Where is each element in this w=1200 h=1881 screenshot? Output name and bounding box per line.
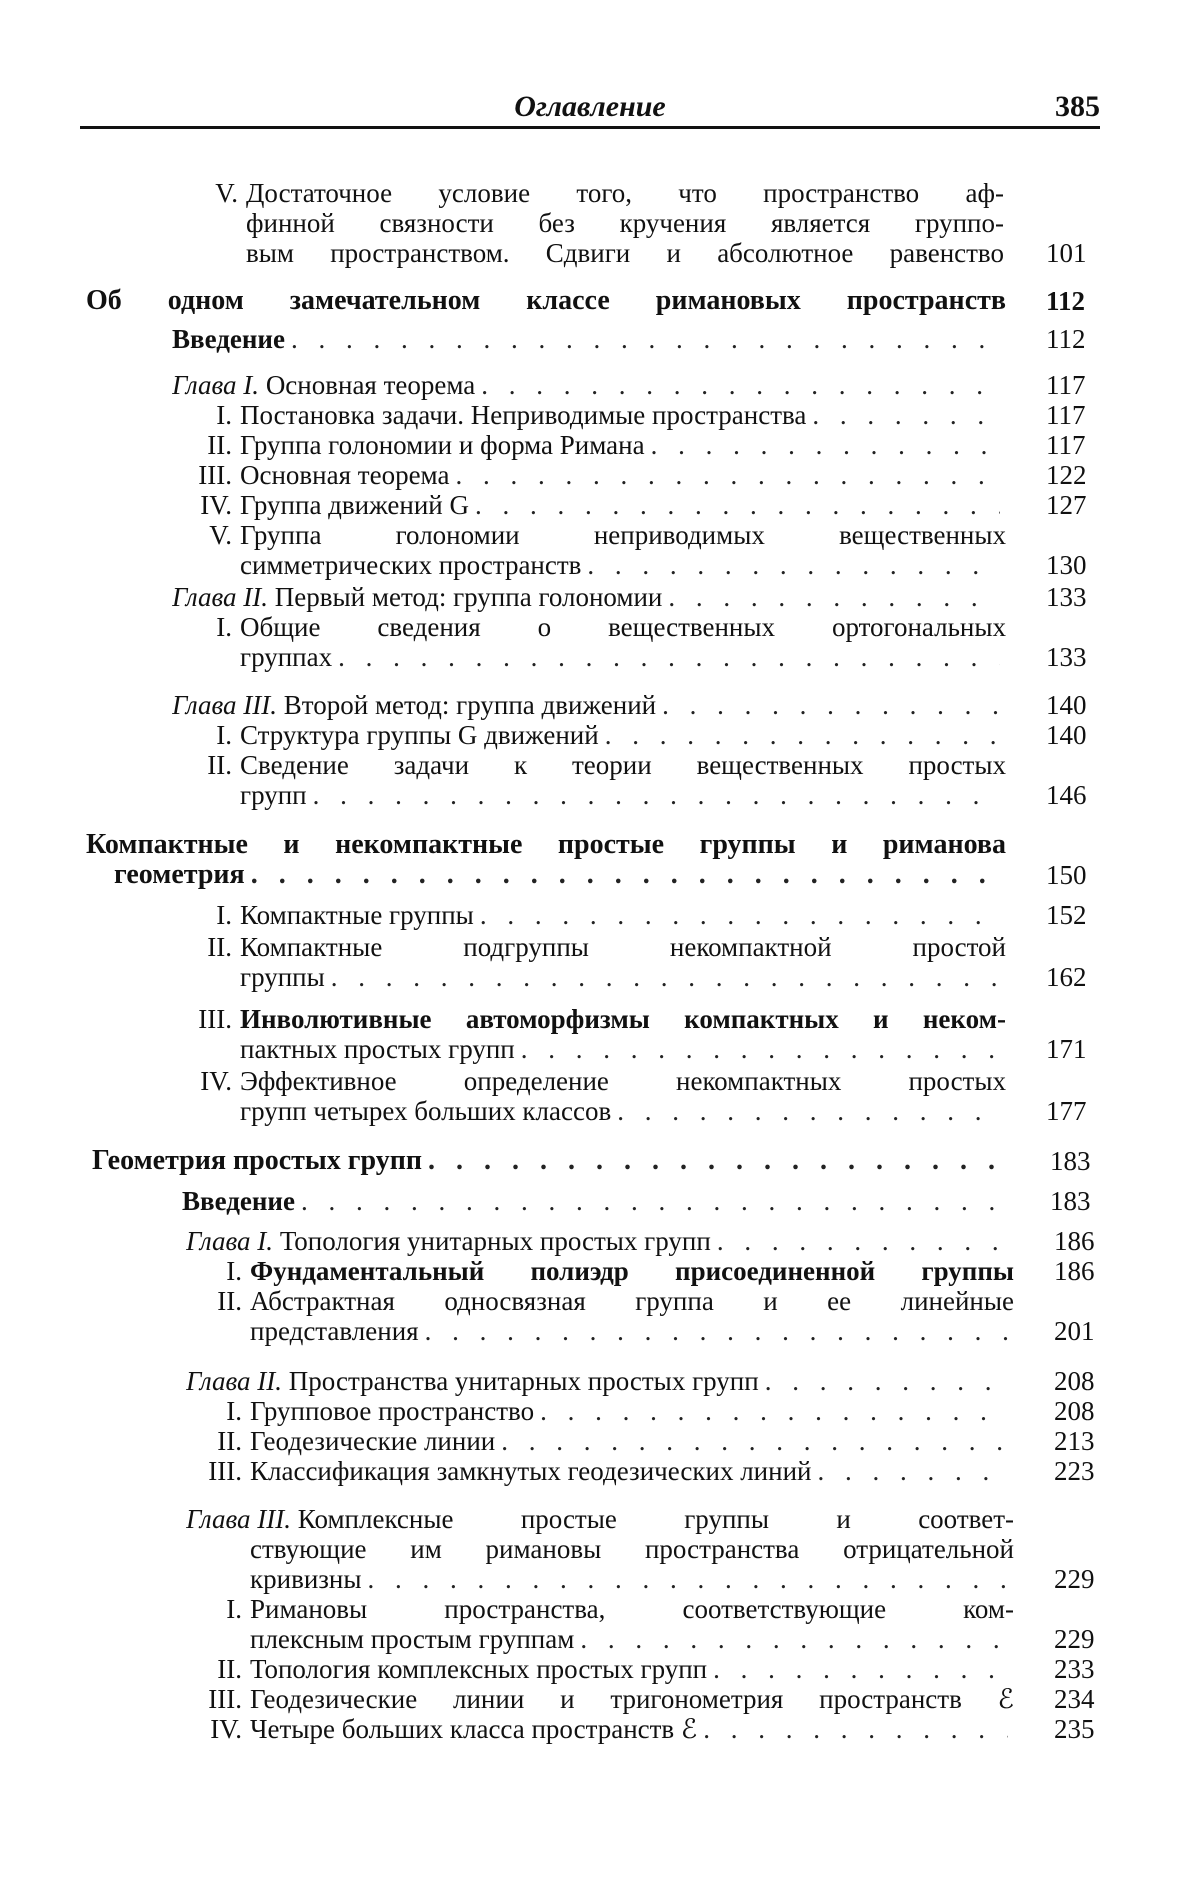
toc-entry-continuation	[240, 642, 1006, 672]
part-title: геометрия	[114, 860, 245, 890]
entry-number: I.	[226, 1256, 242, 1286]
entry-number: I.	[216, 720, 232, 750]
entry-page: 233	[1054, 1654, 1095, 1684]
toc-entry-continuation	[240, 1034, 1006, 1064]
entry-title: Комплексные простые группы и соответ-	[297, 1504, 1014, 1534]
dot-leader	[580, 1624, 1008, 1654]
toc-chapter	[172, 690, 1006, 720]
chapter-label: Глава II.	[186, 1366, 283, 1396]
toc-entry	[196, 1426, 1014, 1456]
entry-title: Достаточное условие того, что пространство аф-	[246, 178, 1004, 208]
entry-page: 213	[1054, 1426, 1095, 1456]
toc-part	[86, 286, 1006, 316]
entry-page: 146	[1046, 780, 1087, 810]
entry-page: 201	[1054, 1316, 1095, 1346]
entry-page: 234	[1054, 1684, 1095, 1714]
chapter-label: Глава II.	[172, 582, 269, 612]
entry-title: Второй метод: группа движений	[283, 690, 657, 720]
entry-page: 186	[1054, 1226, 1095, 1256]
entry-page: 183	[1050, 1146, 1091, 1176]
entry-page: 229	[1054, 1564, 1095, 1594]
toc-entry-continuation	[240, 1096, 1006, 1126]
entry-title: Постановка задачи. Неприводимые пространства	[240, 400, 807, 430]
toc-entry	[186, 490, 1006, 520]
entry-title: Групповое пространство	[250, 1396, 535, 1426]
entry-title: Основная теорема	[240, 460, 450, 490]
toc-entry	[186, 900, 1006, 930]
entry-title: Группа голономии и форма Римана	[240, 430, 645, 460]
entry-title: Введение	[182, 1186, 295, 1216]
toc-entry-continuation	[250, 1316, 1014, 1346]
toc-entry-continuation	[250, 1534, 1014, 1564]
entry-title: Геодезические линии и тригонометрия пространств ℰ	[250, 1684, 1014, 1714]
entry-title: Четыре больших класса пространств ℰ	[250, 1714, 698, 1744]
dot-leader	[251, 860, 1000, 890]
entry-title: Римановы пространства, соответствующие ком-	[250, 1594, 1014, 1624]
toc-part	[86, 830, 1006, 860]
toc-entry-continuation	[250, 1624, 1014, 1654]
toc-entry-continuation	[240, 550, 1006, 580]
toc-entry	[196, 1594, 1014, 1624]
toc-entry	[196, 1654, 1014, 1684]
entry-number: I.	[216, 612, 232, 642]
entry-page: 171	[1046, 1034, 1087, 1064]
toc-entry	[196, 1456, 1014, 1486]
entry-title: вым пространством. Сдвиги и абсолютное равенство	[246, 238, 1004, 268]
dot-leader	[455, 460, 1000, 490]
toc-entry	[186, 400, 1006, 430]
toc-entry	[186, 520, 1006, 550]
entry-page: 130	[1046, 550, 1087, 580]
toc-entry	[186, 430, 1006, 460]
dot-leader	[475, 490, 1000, 520]
toc-entry	[186, 720, 1006, 750]
dot-leader	[301, 1186, 1000, 1216]
entry-title: плексным простым группам	[250, 1624, 575, 1654]
entry-number: IV.	[210, 1714, 242, 1744]
entry-page: 152	[1046, 900, 1087, 930]
toc-entry	[196, 1286, 1014, 1316]
toc-entry	[182, 1186, 1006, 1216]
toc-entry-continuation	[250, 1564, 1014, 1594]
toc-entry	[186, 1066, 1006, 1096]
entry-number: I.	[216, 400, 232, 430]
toc-part-continuation	[114, 860, 1006, 890]
dot-leader	[812, 400, 1000, 430]
dot-leader	[481, 370, 1000, 400]
entry-page: 183	[1050, 1186, 1091, 1216]
entry-number: III.	[198, 460, 232, 490]
dot-leader	[587, 550, 1000, 580]
entry-title: групп	[240, 780, 307, 810]
entry-title: Компактные группы	[240, 900, 474, 930]
chapter-label: Глава I.	[186, 1226, 274, 1256]
entry-page: 208	[1054, 1396, 1095, 1426]
entry-title: представления	[250, 1316, 419, 1346]
entry-title: ствующие им римановы пространства отрицательной	[250, 1534, 1014, 1564]
dot-leader	[817, 1456, 1008, 1486]
entry-page: 133	[1046, 582, 1087, 612]
entry-page: 208	[1054, 1366, 1095, 1396]
dot-leader	[291, 324, 1000, 354]
entry-title: Фундаментальный полиэдр присоединенной группы	[250, 1256, 1014, 1286]
entry-title: группах	[240, 642, 333, 672]
entry-page: 186	[1054, 1256, 1095, 1286]
dot-leader	[662, 690, 1000, 720]
dot-leader	[480, 900, 1000, 930]
entry-title: Инволютивные автоморфизмы компактных и неком-	[240, 1004, 1006, 1034]
toc-entry	[186, 750, 1006, 780]
dot-leader	[668, 582, 1000, 612]
toc-entry	[192, 178, 1004, 208]
entry-page: 177	[1046, 1096, 1087, 1126]
entry-page: 122	[1046, 460, 1087, 490]
entry-title: Структура группы G движений	[240, 720, 599, 750]
chapter-label: Глава III.	[186, 1504, 292, 1534]
entry-page: 140	[1046, 690, 1087, 720]
toc-entry-continuation	[240, 962, 1006, 992]
entry-title: Абстрактная односвязная группа и ее линейные	[250, 1286, 1014, 1316]
entry-title: Топология комплексных простых групп	[250, 1654, 708, 1684]
entry-title: группы	[240, 962, 325, 992]
toc-entry-continuation	[240, 780, 1006, 810]
dot-leader	[617, 1096, 1000, 1126]
dot-leader	[540, 1396, 1008, 1426]
dot-leader	[765, 1366, 1008, 1396]
dot-leader	[501, 1426, 1008, 1456]
entry-number: II.	[207, 932, 232, 962]
dot-leader	[313, 780, 1000, 810]
entry-number: III.	[208, 1456, 242, 1486]
part-title: Об одном замечательном классе римановых пространств	[86, 286, 1006, 316]
toc-chapter	[186, 1226, 1006, 1256]
part-title: Геометрия простых групп	[92, 1146, 422, 1176]
dot-leader	[521, 1034, 1000, 1064]
entry-title: Общие сведения о вещественных ортогональных	[240, 612, 1006, 642]
entry-number: II.	[217, 1286, 242, 1316]
entry-title: симметрических пространств	[240, 550, 582, 580]
entry-number: IV.	[200, 1066, 232, 1096]
toc-entry	[196, 1714, 1014, 1744]
entry-title: Первый метод: группа голономии	[274, 582, 663, 612]
dot-leader	[428, 1146, 1000, 1176]
toc-entry	[186, 1004, 1006, 1034]
dot-leader	[605, 720, 1000, 750]
toc-entry	[172, 324, 1006, 354]
dot-leader	[338, 642, 1000, 672]
entry-title: финной связности без кручения является группо-	[246, 208, 1004, 238]
entry-number: I.	[226, 1594, 242, 1624]
entry-number: III.	[208, 1684, 242, 1714]
toc-chapter	[186, 1504, 1014, 1534]
chapter-label: Глава I.	[172, 370, 260, 400]
toc-entry	[196, 1396, 1014, 1426]
dot-leader	[703, 1714, 1008, 1744]
entry-page: 133	[1046, 642, 1087, 672]
entry-page: 127	[1046, 490, 1087, 520]
entry-page: 112	[1046, 324, 1086, 354]
entry-title: групп четырех больших классов	[240, 1096, 612, 1126]
entry-page: 117	[1046, 430, 1086, 460]
entry-page: 223	[1054, 1456, 1095, 1486]
toc-entry	[186, 460, 1006, 490]
entry-title: Пространства унитарных простых групп	[288, 1366, 759, 1396]
toc-chapter	[172, 370, 1006, 400]
entry-title: Компактные подгруппы некомпактной простой	[240, 932, 1006, 962]
page-number: 385	[1055, 90, 1100, 123]
entry-title: Основная теорема	[265, 370, 476, 400]
running-title: Оглавление	[514, 90, 666, 123]
entry-title: Классификация замкнутых геодезических линий	[250, 1456, 812, 1486]
entry-number: II.	[217, 1426, 242, 1456]
entry-title: Введение	[172, 324, 285, 354]
entry-number: V.	[209, 520, 232, 550]
dot-leader	[368, 1564, 1008, 1594]
entry-page: 235	[1054, 1714, 1095, 1744]
toc-entry-continuation	[246, 208, 1004, 238]
toc-entry	[196, 1256, 1014, 1286]
dot-leader	[331, 962, 1000, 992]
toc-entry	[196, 1684, 1014, 1714]
entry-page: 117	[1046, 400, 1086, 430]
entry-page: 117	[1046, 370, 1086, 400]
chapter-label: Глава III.	[172, 690, 278, 720]
toc-chapter	[186, 1366, 1014, 1396]
dot-leader	[651, 430, 1000, 460]
entry-number: II.	[207, 430, 232, 460]
entry-title: Эффективное определение некомпактных простых	[240, 1066, 1006, 1096]
toc-entry-continuation	[246, 238, 1004, 268]
entry-number: III.	[198, 1004, 232, 1034]
dot-leader	[713, 1654, 1008, 1684]
entry-page: 150	[1046, 860, 1087, 890]
entry-number: I.	[216, 900, 232, 930]
toc-entry	[186, 612, 1006, 642]
entry-page: 140	[1046, 720, 1087, 750]
entry-title: Топология унитарных простых групп	[279, 1226, 711, 1256]
entry-page: 229	[1054, 1624, 1095, 1654]
toc-entry	[186, 932, 1006, 962]
entry-number: II.	[207, 750, 232, 780]
entry-title: Геодезические линии	[250, 1426, 496, 1456]
entry-title: пактных простых групп	[240, 1034, 515, 1064]
entry-number: V.	[215, 178, 238, 208]
toc-part	[92, 1146, 1006, 1176]
entry-page: 101	[1046, 238, 1087, 268]
entry-title: Группа голономии неприводимых вещественных	[240, 520, 1006, 550]
entry-title: кривизны	[250, 1564, 362, 1594]
toc-chapter	[172, 582, 1006, 612]
entry-title: Группа движений G	[240, 490, 469, 520]
part-title: Компактные и некомпактные простые группы и риманова	[86, 830, 1006, 860]
dot-leader	[717, 1226, 1000, 1256]
entry-number: IV.	[200, 490, 232, 520]
entry-page: 162	[1046, 962, 1087, 992]
entry-number: II.	[217, 1654, 242, 1684]
dot-leader	[425, 1316, 1008, 1346]
entry-number: I.	[226, 1396, 242, 1426]
entry-title: Сведение задачи к теории вещественных простых	[240, 750, 1006, 780]
entry-page: 112	[1046, 286, 1086, 316]
